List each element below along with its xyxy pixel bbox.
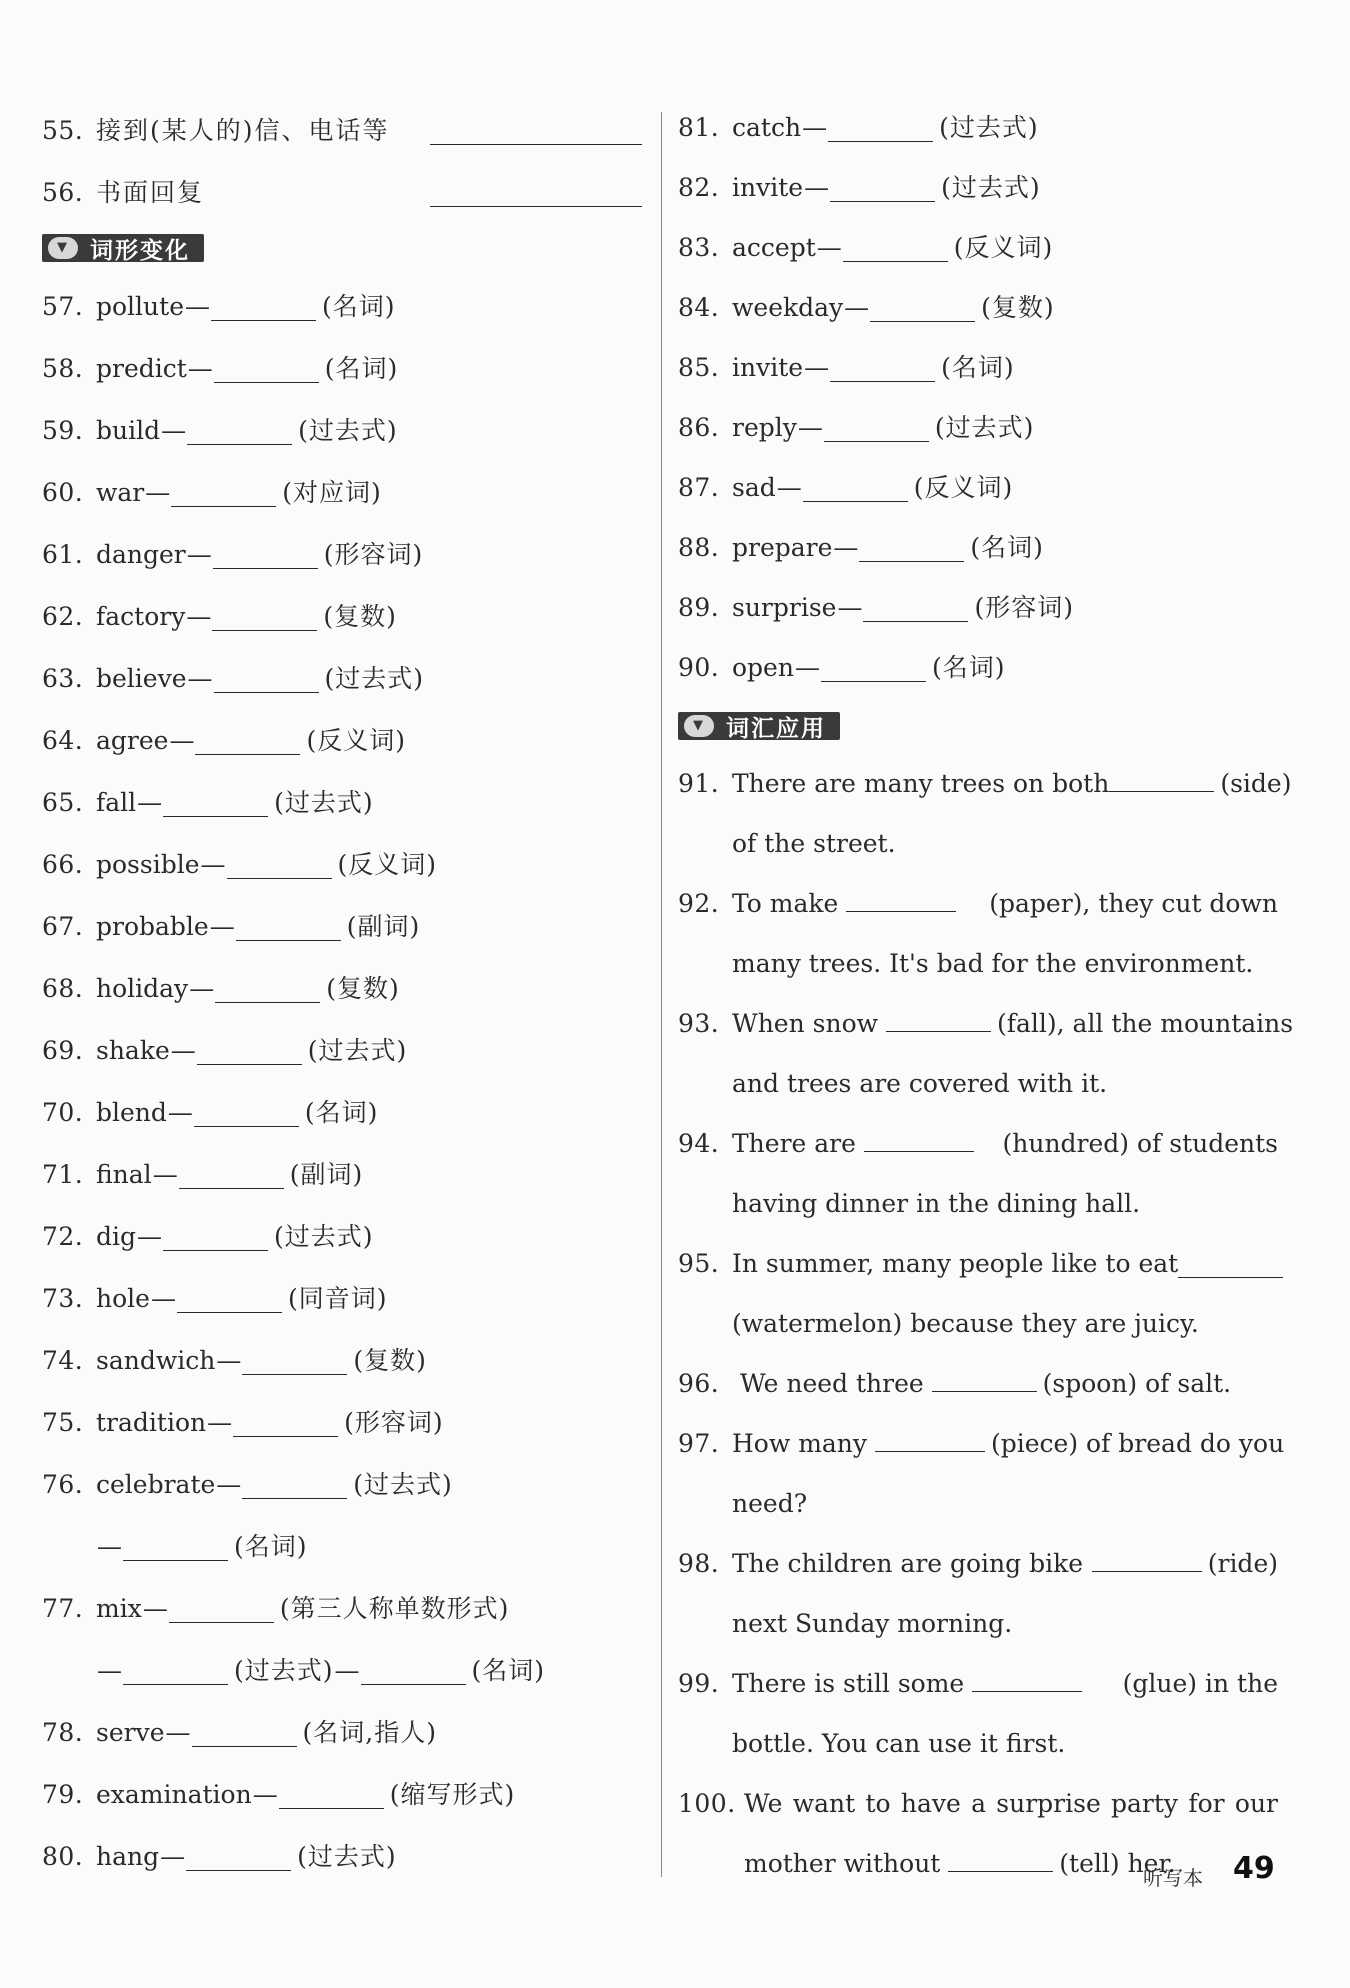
book-label: 听写本 xyxy=(1143,1866,1203,1890)
section-title: 词汇应用 xyxy=(726,715,826,742)
list-item xyxy=(678,278,1278,338)
answer-blank[interactable] xyxy=(213,542,318,569)
answer-blank[interactable] xyxy=(212,604,317,631)
answer-blank[interactable] xyxy=(163,1224,268,1251)
dash: — xyxy=(152,1160,178,1189)
item-hint: (复数) xyxy=(323,602,397,631)
item-word: celebrate xyxy=(96,1470,216,1499)
answer-blank[interactable] xyxy=(242,1472,347,1499)
section-title: 词形变化 xyxy=(90,237,190,264)
item-hint: (过去式) xyxy=(934,413,1035,442)
item-hint: (tell) her. xyxy=(1059,1849,1176,1878)
answer-blank[interactable] xyxy=(859,535,964,562)
item-word: shake xyxy=(96,1036,170,1065)
item-hint: (过去式) xyxy=(274,788,374,817)
item-number: 100. xyxy=(678,1789,736,1818)
sentence-text: There are many trees on both xyxy=(732,769,1110,798)
item-word: holiday xyxy=(96,974,189,1003)
dash: — xyxy=(186,602,212,631)
item-word: believe xyxy=(96,664,187,693)
answer-blank[interactable] xyxy=(233,1410,338,1437)
item-number: 67. xyxy=(42,912,84,941)
dash: — xyxy=(207,1408,233,1437)
item-word: agree xyxy=(96,726,169,755)
answer-blank[interactable] xyxy=(211,294,316,321)
answer-blank[interactable] xyxy=(242,1348,347,1375)
item-hint: (ride) xyxy=(1207,1549,1278,1578)
item-word: dig xyxy=(96,1222,137,1251)
answer-blank[interactable] xyxy=(169,1596,274,1623)
item-hint: (复数) xyxy=(326,974,400,1003)
item-number: 99. xyxy=(678,1669,720,1698)
answer-blank[interactable] xyxy=(886,1005,991,1032)
item-number: 74. xyxy=(42,1346,84,1375)
list-item xyxy=(42,276,642,338)
answer-blank[interactable] xyxy=(864,1125,974,1152)
list-item xyxy=(42,1702,642,1764)
item-number: 80. xyxy=(42,1842,84,1871)
item-word: build xyxy=(96,416,161,445)
dash: — xyxy=(804,173,830,202)
answer-blank[interactable] xyxy=(179,1162,284,1189)
answer-blank[interactable] xyxy=(824,415,929,442)
item-hint: (对应词) xyxy=(282,478,382,507)
item-hint: (反义词) xyxy=(953,233,1054,262)
sentence-item xyxy=(678,754,1292,874)
item-word: danger xyxy=(96,540,186,569)
list-item xyxy=(42,1516,642,1578)
dash: — xyxy=(137,788,163,817)
dash: — xyxy=(169,726,195,755)
item-word: examination xyxy=(96,1780,252,1809)
list-item xyxy=(42,524,642,586)
item-hint: (反义词) xyxy=(337,850,438,879)
sentence-item xyxy=(678,1354,1278,1414)
sentence-text: The children are going bike xyxy=(732,1549,1084,1578)
list-item xyxy=(678,398,1278,458)
item-word: prepare xyxy=(732,533,833,562)
list-item xyxy=(42,338,642,400)
answer-blank[interactable] xyxy=(195,728,300,755)
item-hint: (同音词) xyxy=(287,1284,388,1313)
item-number: 92. xyxy=(678,889,720,918)
item-hint: (side) xyxy=(1220,769,1292,798)
answer-blank[interactable] xyxy=(214,666,319,693)
list-item xyxy=(42,834,642,896)
sentence-text: of the street. xyxy=(732,829,896,858)
answer-blank[interactable] xyxy=(821,655,926,682)
item-word: weekday xyxy=(732,293,844,322)
dash: — xyxy=(189,974,215,1003)
list-item xyxy=(678,518,1278,578)
answer-blank[interactable] xyxy=(430,180,642,207)
item-number: 82. xyxy=(678,173,720,202)
item-word: catch xyxy=(732,113,802,142)
dash: — xyxy=(167,1098,193,1127)
item-number: 96. xyxy=(678,1369,720,1398)
list-item xyxy=(678,338,1278,398)
item-number: 57. xyxy=(42,292,84,321)
answer-blank[interactable] xyxy=(972,1665,1082,1692)
item-word: open xyxy=(732,653,794,682)
answer-blank[interactable] xyxy=(194,1100,299,1127)
item-number: 79. xyxy=(42,1780,84,1809)
list-item xyxy=(42,1764,642,1826)
item-word: fall xyxy=(96,788,137,817)
sentence-text: How many xyxy=(732,1429,868,1458)
item-word: reply xyxy=(732,413,797,442)
answer-blank[interactable] xyxy=(192,1720,297,1747)
answer-blank[interactable] xyxy=(828,115,933,142)
sentence-item xyxy=(678,874,1278,994)
item-word: sandwich xyxy=(96,1346,216,1375)
item-number: 83. xyxy=(678,233,720,262)
item-word: probable xyxy=(96,912,209,941)
section-header-word-forms xyxy=(42,234,204,262)
list-item xyxy=(42,1826,642,1888)
dash: — xyxy=(209,912,235,941)
item-hint: (过去式) xyxy=(298,416,398,445)
item-hint: (过去式) xyxy=(297,1842,397,1871)
dash: — xyxy=(137,1222,163,1251)
dash: — xyxy=(816,233,842,262)
list-item xyxy=(678,218,1278,278)
item-word: blend xyxy=(96,1098,167,1127)
item-number: 81. xyxy=(678,113,720,142)
item-number: 97. xyxy=(678,1429,720,1458)
dash: — xyxy=(145,478,171,507)
item-number: 55. xyxy=(42,116,84,145)
list-item xyxy=(42,896,642,958)
item-word: accept xyxy=(732,233,816,262)
item-number: 72. xyxy=(42,1222,84,1251)
dash: — xyxy=(97,1532,122,1561)
item-word: predict xyxy=(96,354,187,383)
item-word: invite xyxy=(732,353,804,382)
dash: — xyxy=(161,416,187,445)
list-item xyxy=(42,462,642,524)
sentence-text: bottle. You can use it first. xyxy=(732,1729,1066,1758)
list-item xyxy=(678,458,1278,518)
list-item xyxy=(42,400,642,462)
answer-blank[interactable] xyxy=(846,885,956,912)
item-number: 76. xyxy=(42,1470,84,1499)
list-item xyxy=(42,710,642,772)
item-hint: (名词) xyxy=(304,1098,379,1127)
item-hint: (过去式) xyxy=(324,664,425,693)
list-item xyxy=(678,158,1278,218)
item-hint: (piece) of bread do you xyxy=(991,1429,1285,1458)
list-item xyxy=(42,100,642,162)
list-item xyxy=(678,98,1278,158)
item-number: 86. xyxy=(678,413,720,442)
item-number: 85. xyxy=(678,353,720,382)
list-item xyxy=(42,772,642,834)
list-item xyxy=(42,1082,642,1144)
dash: — xyxy=(776,473,802,502)
dash: — xyxy=(844,293,870,322)
item-hint: (反义词) xyxy=(913,473,1014,502)
item-hint: (形容词) xyxy=(974,593,1074,622)
answer-blank[interactable] xyxy=(171,480,276,507)
list-item xyxy=(678,578,1278,638)
list-item xyxy=(42,1144,642,1206)
item-word: mix xyxy=(96,1594,142,1623)
sentence-item xyxy=(678,1234,1278,1354)
dash: — xyxy=(797,413,823,442)
dash: — xyxy=(97,1656,122,1685)
item-number: 70. xyxy=(42,1098,84,1127)
item-hint: (形容词) xyxy=(344,1408,444,1437)
answer-blank[interactable] xyxy=(177,1286,282,1313)
item-number: 61. xyxy=(42,540,84,569)
item-word: serve xyxy=(96,1718,165,1747)
item-word: final xyxy=(96,1160,152,1189)
section-header-vocabulary-use xyxy=(678,712,840,740)
left-column xyxy=(42,100,642,1888)
item-number: 66. xyxy=(42,850,84,879)
item-prompt: 接到(某人的)信、电话等 xyxy=(96,116,390,145)
item-hint: (复数) xyxy=(981,293,1055,322)
item-number: 58. xyxy=(42,354,84,383)
sentence-text: There is still some xyxy=(732,1669,965,1698)
item-hint: (名词) xyxy=(322,292,396,321)
answer-blank[interactable] xyxy=(875,1425,985,1452)
item-number: 95. xyxy=(678,1249,720,1278)
sentence-text: To make xyxy=(732,889,839,918)
answer-blank[interactable] xyxy=(870,295,975,322)
item-hint: (过去式) xyxy=(274,1222,374,1251)
sentence-text: (watermelon) because they are juicy. xyxy=(732,1309,1199,1338)
sentence-item xyxy=(678,1534,1278,1654)
item-hint: (过去式) xyxy=(234,1656,334,1685)
item-number: 94. xyxy=(678,1129,720,1158)
item-number: 77. xyxy=(42,1594,84,1623)
item-word: hole xyxy=(96,1284,150,1313)
sentence-text: There are xyxy=(732,1129,856,1158)
item-number: 63. xyxy=(42,664,84,693)
list-item xyxy=(42,586,642,648)
answer-blank[interactable] xyxy=(279,1782,384,1809)
sentence-item xyxy=(678,1114,1278,1234)
answer-blank[interactable] xyxy=(214,356,319,383)
item-hint: (第三人称单数形式) xyxy=(279,1594,510,1623)
item-number: 75. xyxy=(42,1408,84,1437)
item-word: pollute xyxy=(96,292,184,321)
answer-blank[interactable] xyxy=(187,418,292,445)
item-hint: (名词) xyxy=(324,354,399,383)
answer-blank[interactable] xyxy=(1109,765,1214,792)
item-hint: (名词) xyxy=(931,653,1006,682)
answer-blank[interactable] xyxy=(843,235,948,262)
answer-blank[interactable] xyxy=(948,1845,1053,1872)
dash: — xyxy=(185,292,210,321)
item-word: invite xyxy=(732,173,804,202)
item-hint: (名词,指人) xyxy=(302,1718,437,1747)
sentence-item xyxy=(678,1654,1278,1774)
answer-blank[interactable] xyxy=(123,1658,228,1685)
answer-blank[interactable] xyxy=(932,1365,1037,1392)
answer-blank[interactable] xyxy=(361,1658,466,1685)
sentence-item xyxy=(678,994,1294,1114)
item-hint: (副词) xyxy=(346,912,421,941)
item-hint: (过去式) xyxy=(941,173,1041,202)
sentence-text: and trees are covered with it. xyxy=(732,1069,1108,1098)
dash: — xyxy=(186,540,212,569)
dash: — xyxy=(252,1780,278,1809)
dash: — xyxy=(216,1470,242,1499)
answer-blank[interactable] xyxy=(830,355,935,382)
chevron-down-icon: ▼ xyxy=(48,237,78,259)
answer-blank[interactable] xyxy=(186,1844,291,1871)
item-hint: (复数) xyxy=(353,1346,427,1375)
item-hint: (过去式) xyxy=(307,1036,408,1065)
answer-blank[interactable] xyxy=(123,1534,228,1561)
answer-blank[interactable] xyxy=(197,1038,302,1065)
item-hint: (过去式) xyxy=(939,113,1039,142)
item-number: 73. xyxy=(42,1284,84,1313)
sentence-text: having dinner in the dining hall. xyxy=(732,1189,1141,1218)
dash: — xyxy=(216,1346,242,1375)
item-hint: (名词) xyxy=(941,353,1015,382)
dash: — xyxy=(200,850,226,879)
list-item xyxy=(678,638,1278,698)
sentence-text: next Sunday morning. xyxy=(732,1609,1013,1638)
list-item xyxy=(42,1454,642,1516)
item-number: 84. xyxy=(678,293,720,322)
sentence-text: We need three xyxy=(739,1369,924,1398)
answer-blank[interactable] xyxy=(430,118,642,145)
item-hint: (glue) in the xyxy=(1122,1669,1278,1698)
item-number: 69. xyxy=(42,1036,84,1065)
answer-blank[interactable] xyxy=(236,914,341,941)
dash: — xyxy=(160,1842,186,1871)
item-hint: (缩写形式) xyxy=(389,1780,516,1809)
item-number: 98. xyxy=(678,1549,720,1578)
dash: — xyxy=(187,354,213,383)
list-item xyxy=(42,1206,642,1268)
item-number: 56. xyxy=(42,178,84,207)
item-prompt: 书面回复 xyxy=(96,178,205,207)
item-number: 93. xyxy=(678,1009,720,1038)
item-number: 71. xyxy=(42,1160,84,1189)
item-number: 65. xyxy=(42,788,84,817)
item-word: surprise xyxy=(732,593,837,622)
item-number: 91. xyxy=(678,769,720,798)
item-hint: (名词) xyxy=(471,1656,546,1685)
sentence-item xyxy=(678,1414,1285,1534)
dash: — xyxy=(334,1656,360,1685)
list-item xyxy=(42,648,642,710)
item-word: hang xyxy=(96,1842,160,1871)
item-hint: (名词) xyxy=(234,1532,308,1561)
item-word: tradition xyxy=(96,1408,207,1437)
dash: — xyxy=(833,533,859,562)
list-item xyxy=(42,1578,642,1640)
item-word: factory xyxy=(96,602,186,631)
list-item xyxy=(42,162,642,224)
item-word: war xyxy=(96,478,145,507)
dash: — xyxy=(170,1036,196,1065)
item-number: 64. xyxy=(42,726,84,755)
column-divider xyxy=(661,112,662,1877)
list-item xyxy=(42,1640,642,1702)
item-word: possible xyxy=(96,850,200,879)
list-item xyxy=(42,1330,642,1392)
item-hint: (反义词) xyxy=(306,726,406,755)
dash: — xyxy=(804,353,830,382)
answer-blank[interactable] xyxy=(830,175,935,202)
answer-blank[interactable] xyxy=(1178,1251,1283,1278)
item-number: 87. xyxy=(678,473,720,502)
chevron-down-icon: ▼ xyxy=(684,715,714,737)
item-number: 59. xyxy=(42,416,84,445)
dash: — xyxy=(187,664,213,693)
answer-blank[interactable] xyxy=(227,852,332,879)
item-hint: (spoon) of salt. xyxy=(1042,1369,1232,1398)
list-item xyxy=(42,1268,642,1330)
answer-blank[interactable] xyxy=(803,475,908,502)
sentence-text: We want to have a surprise party for our xyxy=(744,1789,1278,1818)
item-number: 88. xyxy=(678,533,720,562)
item-hint: (副词) xyxy=(289,1160,364,1189)
item-hint: (形容词) xyxy=(323,540,424,569)
item-number: 68. xyxy=(42,974,84,1003)
item-number: 89. xyxy=(678,593,720,622)
item-hint: (过去式) xyxy=(353,1470,453,1499)
answer-blank[interactable] xyxy=(215,976,320,1003)
item-hint: (fall), all the mountains xyxy=(996,1009,1294,1038)
item-number: 78. xyxy=(42,1718,84,1747)
page-number: 49 xyxy=(1233,1851,1275,1886)
right-column xyxy=(678,98,1294,1894)
item-number: 90. xyxy=(678,653,720,682)
dash: — xyxy=(150,1284,176,1313)
dash: — xyxy=(837,593,863,622)
sentence-text: many trees. It's bad for the environment. xyxy=(732,949,1254,978)
sentence-text: In summer, many people like to eat xyxy=(732,1249,1179,1278)
item-number: 60. xyxy=(42,478,84,507)
answer-blank[interactable] xyxy=(863,595,968,622)
answer-blank[interactable] xyxy=(1092,1545,1202,1572)
dash: — xyxy=(142,1594,168,1623)
dash: — xyxy=(165,1718,191,1747)
answer-blank[interactable] xyxy=(163,790,268,817)
sentence-text: need? xyxy=(732,1489,808,1518)
sentence-text: mother without xyxy=(744,1849,941,1878)
list-item xyxy=(42,1392,642,1454)
item-number: 62. xyxy=(42,602,84,631)
item-word: sad xyxy=(732,473,776,502)
dash: — xyxy=(794,653,820,682)
item-hint: (paper), they cut down xyxy=(989,889,1278,918)
list-item xyxy=(42,1020,642,1082)
dash: — xyxy=(802,113,828,142)
list-item xyxy=(42,958,642,1020)
item-hint: (hundred) of students xyxy=(1002,1129,1278,1158)
sentence-text: When snow xyxy=(732,1009,879,1038)
item-hint: (名词) xyxy=(970,533,1044,562)
